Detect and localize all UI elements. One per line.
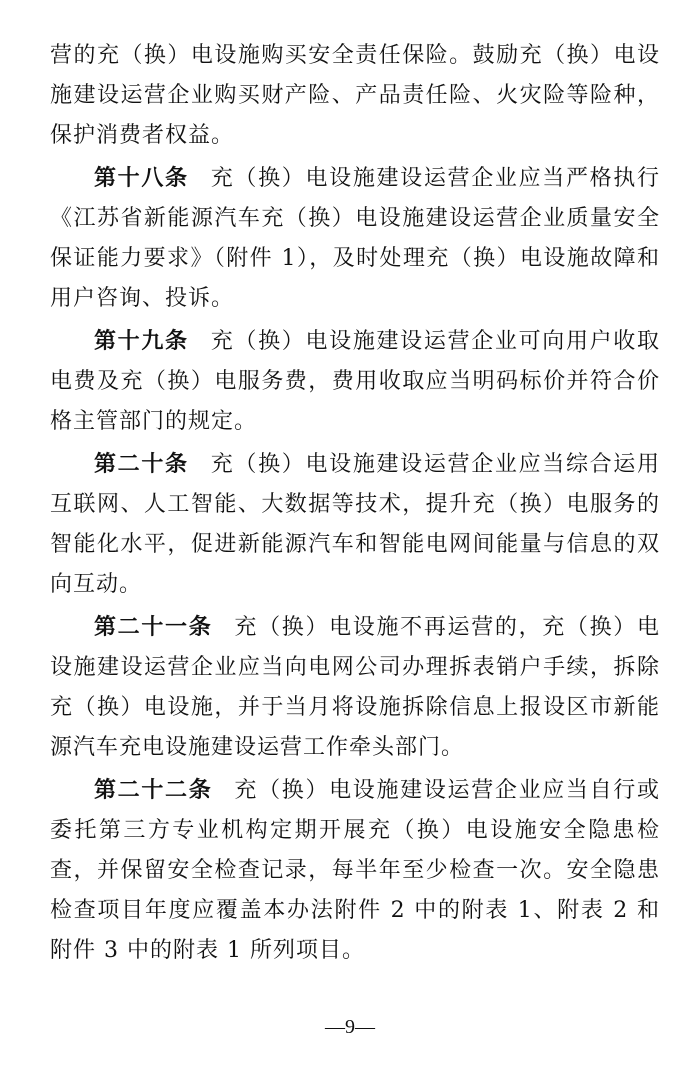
paragraph-text: 充（换）电设施建设运营企业应当自行或委托第三方专业机构定期开展充（换）电设施安全隐患检查，并保留安全检查记录，每半年至少检查一次。安全隐患检查项目年度应覆盖本办法附件 2 中的附表 1、附表 2 和附件 3 中的附表 1 所列项目。 xyxy=(50,778,660,963)
article-21 xyxy=(50,608,660,768)
article-number: 第十九条 xyxy=(94,329,189,354)
article-22 xyxy=(50,771,660,971)
body-text xyxy=(50,36,660,974)
article-20 xyxy=(50,445,660,605)
article-19 xyxy=(50,322,660,442)
paragraph-continuation xyxy=(50,36,660,156)
paragraph-text: 充（换）电设施建设运营企业应当综合运用互联网、人工智能、大数据等技术，提升充（换）电服务的智能化水平，促进新能源汽车和智能电网间能量与信息的双向互动。 xyxy=(50,452,660,597)
article-number: 第二十二条 xyxy=(94,778,213,803)
paragraph-text: 充（换）电设施建设运营企业可向用户收取电费及充（换）电服务费，费用收取应当明码标价并符合价格主管部门的规定。 xyxy=(50,329,660,434)
page-number: —9— xyxy=(325,1016,375,1038)
article-number: 第十八条 xyxy=(94,166,189,191)
article-number: 第二十条 xyxy=(94,452,189,477)
paragraph-text: 营的充（换）电设施购买安全责任保险。鼓励充（换）电设施建设运营企业购买财产险、产品责任险、火灾险等险种，保护消费者权益。 xyxy=(50,43,660,148)
paragraph-text: 充（换）电设施不再运营的，充（换）电设施建设运营企业应当向电网公司办理拆表销户手续，拆除充（换）电设施，并于当月将设施拆除信息上报设区市新能源汽车充电设施建设运营工作牵头部门。 xyxy=(50,615,660,760)
paragraph-text: 充（换）电设施建设运营企业应当严格执行《江苏省新能源汽车充（换）电设施建设运营企业质量安全保证能力要求》（附件 1），及时处理充（换）电设施故障和用户咨询、投诉。 xyxy=(50,166,660,311)
article-number: 第二十一条 xyxy=(94,615,213,640)
article-18 xyxy=(50,159,660,319)
